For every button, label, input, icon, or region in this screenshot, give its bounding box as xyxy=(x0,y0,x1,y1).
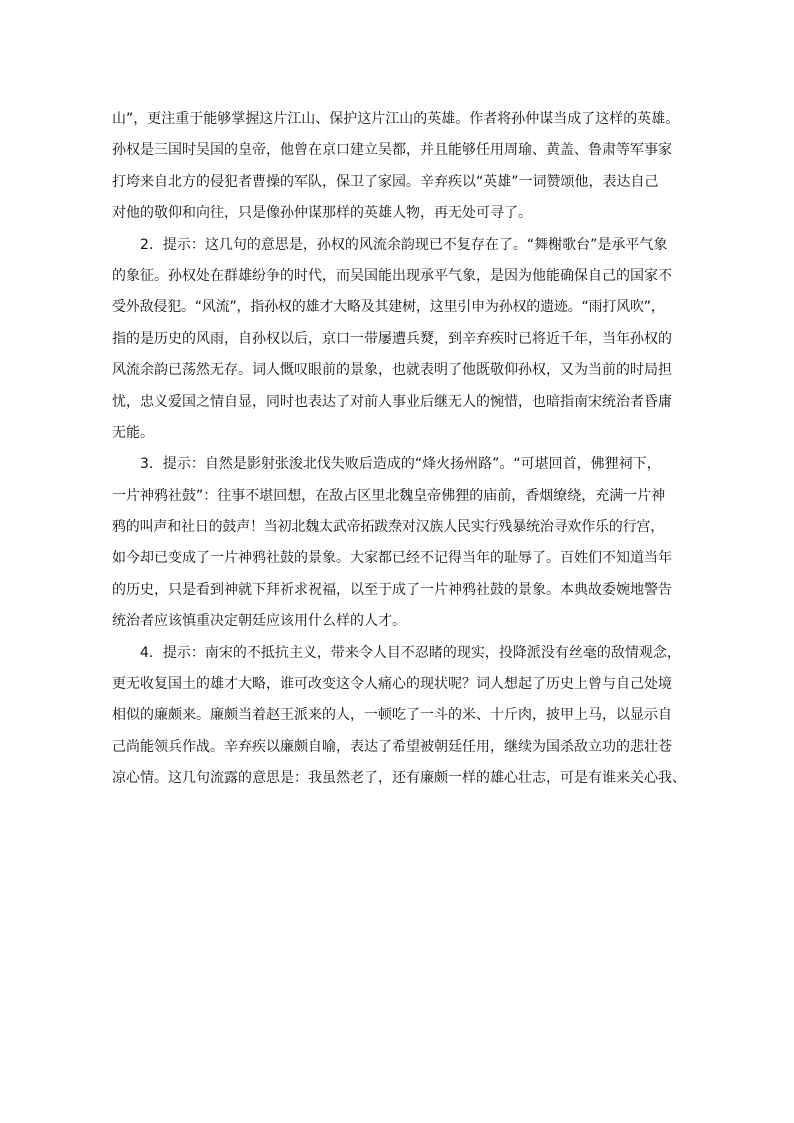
answer-text xyxy=(112,104,684,795)
text-line: 鸦的叫声和社日的鼓声！当初北魏太武帝拓跋焘对汉族人民实行残暴统治寻欢作乐的行宫， xyxy=(112,519,664,536)
text-line: 无能。 xyxy=(112,424,154,441)
text-line: 统治者应该慎重决定朝廷应该用什么样的人才。 xyxy=(112,613,406,630)
text-line: 一片神鸦社鼓”：往事不堪回想，在敌占区里北魏皇帝佛狸的庙前，香烟缭绕，充满一片神 xyxy=(112,487,666,504)
text-line: 忧，忠义爱国之情自显，同时也表达了对前人事业后继无人的惋惜，也暗指南宋统治者昏庸 xyxy=(112,393,672,410)
text-line: 指的是历史的风雨，自孙权以后，京口一带屡遭兵燹，到辛弃疾时已将近千年，当年孙权的 xyxy=(112,330,672,347)
text-line: 己尚能领兵作战。辛弃疾以廉颇自喻，表达了希望被朝廷任用，继续为国杀敌立功的悲壮苍 xyxy=(112,738,672,755)
text-line: 孙权是三国时吴国的皇帝，他曾在京口建立吴都，并且能够任用周瑜、黄盖、鲁肃等军事家 xyxy=(112,142,672,159)
text-line: 受外敌侵犯。“风流”，指孙权的雄才大略及其建树，这里引申为孙权的遗迹。“雨打风吹”， xyxy=(112,299,665,316)
text-line: 山”，更注重于能够掌握这片江山、保护这片江山的英雄。作者将孙仲谋当成了这样的英雄。 xyxy=(112,111,680,127)
text-line: 相似的廉颇来。廉颇当着赵王派来的人，一顿吃了一斗的米、十斤肉，披甲上马，以显示自 xyxy=(112,707,672,724)
answer-2-start: 2．提示：这几句的意思是，孙权的风流余韵现已不复存在了。“舞榭歌台”是承平气象 xyxy=(140,236,668,253)
answer-3-start: 3．提示：自然是影射张浚北伐失败后造成的“烽火扬州路”。“可堪回首，佛狸祠下， xyxy=(140,456,661,473)
text-line: 的象征。孙权处在群雄纷争的时代，而吴国能出现承平气象，是因为他能确保自己的国家不 xyxy=(112,267,672,284)
text-line: 风流余韵已荡然无存。词人慨叹眼前的景象，也就表明了他既敬仰孙权，又为当前的时局担 xyxy=(112,362,672,379)
text-line: 凉心情。这几句流露的意思是：我虽然老了，还有廉颇一样的雄心壮志，可是有谁来关心我、 xyxy=(112,770,686,787)
text-line: 更无收复国土的雄才大略，谁可改变这令人痛心的现状呢？词人想起了历史上曾与自己处境 xyxy=(112,676,672,693)
text-line: 的历史，只是看到神就下拜祈求祝福，以至于成了一片神鸦社鼓的景象。本典故委婉地警告 xyxy=(112,581,672,598)
text-line: 如今却已变成了一片神鸦社鼓的景象。大家都已经不记得当年的耻辱了。百姓们不知道当年 xyxy=(112,550,672,567)
text-line: 对他的敬仰和向往，只是像孙仲谋那样的英雄人物，再无处可寻了。 xyxy=(112,205,532,222)
answer-4-start: 4．提示：南宋的不抵抗主义，带来令人目不忍睹的现实，投降派没有丝毫的敌情观念， xyxy=(140,644,681,661)
text-line: 打垮来自北方的侵犯者曹操的军队，保卫了家园。辛弃疾以“英雄”一词赞颂他，表达自己 xyxy=(112,173,659,190)
